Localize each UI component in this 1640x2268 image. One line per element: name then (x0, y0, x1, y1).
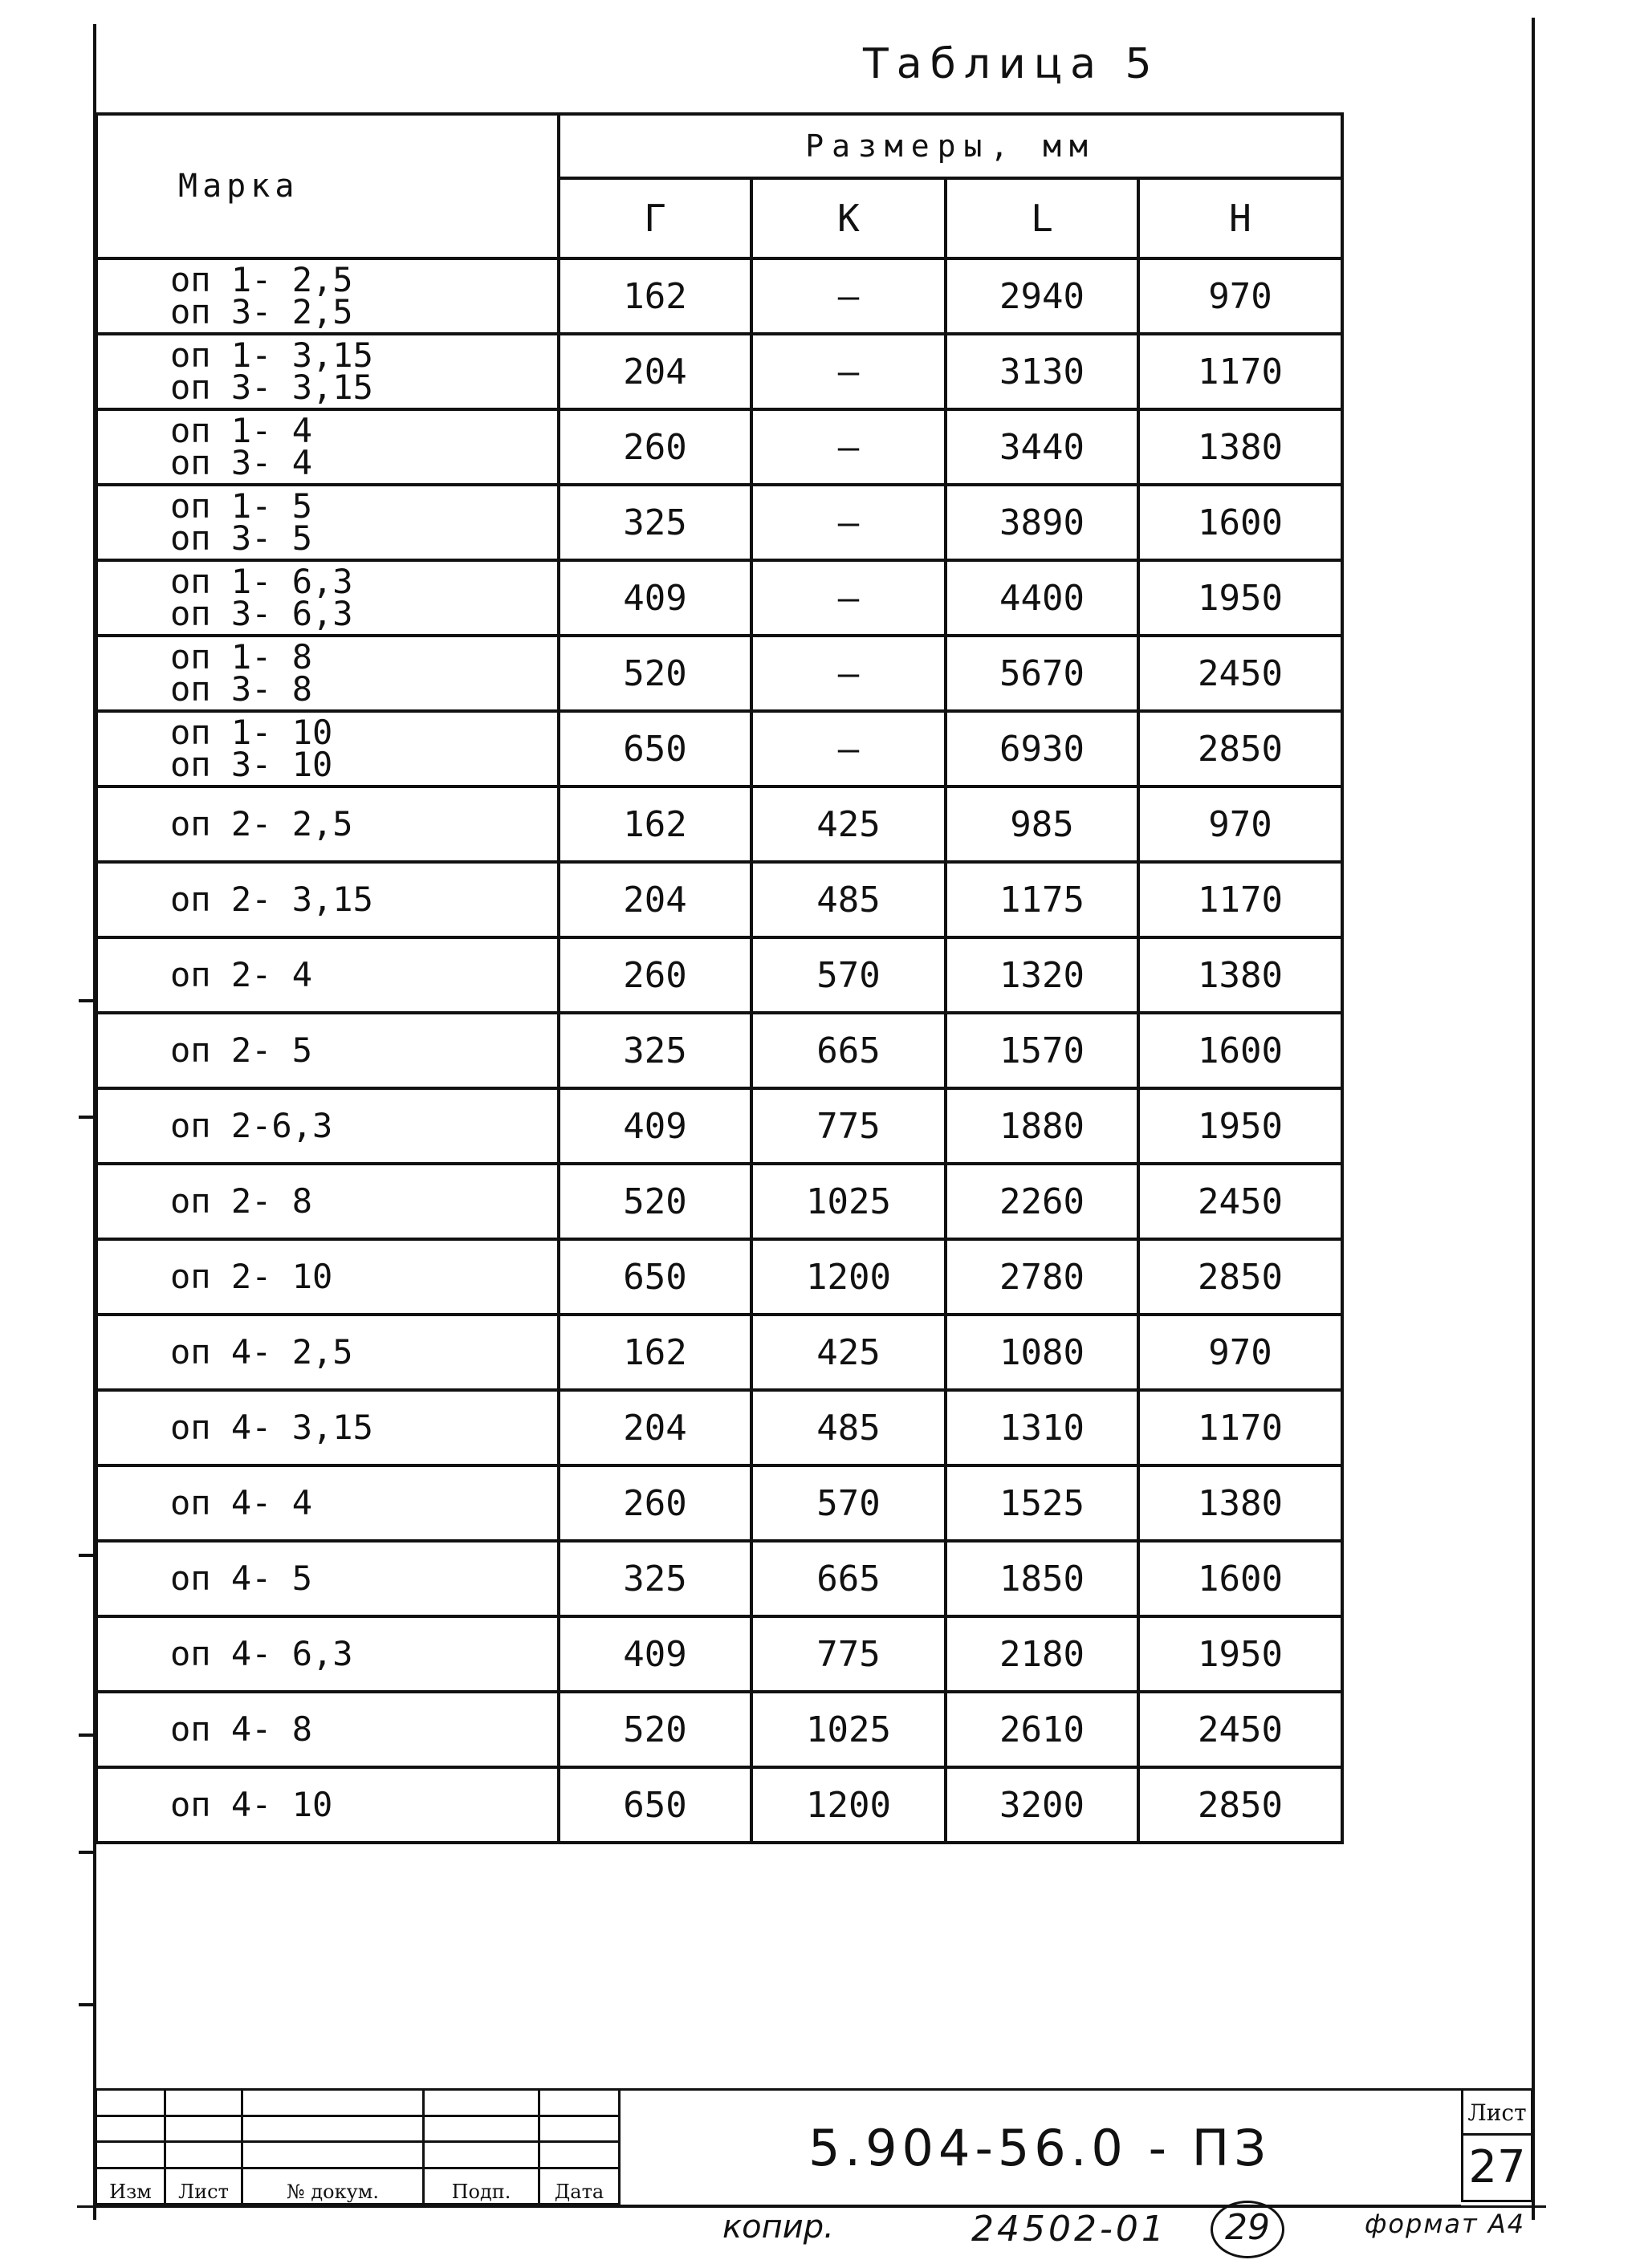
mark-cell (96, 1164, 559, 1239)
value-cell-g: 409 (559, 1088, 751, 1164)
sheet-label: Лист (1463, 2091, 1531, 2136)
mark-cell (96, 1390, 559, 1465)
value-cell-h: 1950 (1138, 1616, 1342, 1692)
value-cell-l: 1525 (946, 1465, 1138, 1541)
mark-label: оп 2- 3,15 (170, 880, 373, 919)
value-cell-l: 1175 (946, 862, 1138, 937)
mark-cell (96, 862, 559, 937)
value-cell-k: 425 (751, 1315, 946, 1390)
title-block (95, 2088, 1533, 2205)
mark-label: оп 2- 8 (170, 1181, 313, 1221)
mark-cell (96, 1088, 559, 1164)
mark-cell (96, 560, 559, 636)
table-row (96, 1390, 1342, 1465)
table-row (96, 937, 1342, 1013)
value-cell-k: — (751, 711, 946, 786)
circled-page-number: 29 (1211, 2201, 1284, 2258)
value-cell-k: 775 (751, 1616, 946, 1692)
value-cell-g: 204 (559, 862, 751, 937)
mark-cell (96, 937, 559, 1013)
table-row (96, 1013, 1342, 1088)
mark-label: оп 2- 4 (170, 955, 313, 994)
mark-label: оп 3- 6,3 (170, 594, 353, 633)
mark-label: оп 2-6,3 (170, 1106, 333, 1145)
value-cell-h: 1600 (1138, 485, 1342, 560)
value-cell-g: 325 (559, 485, 751, 560)
mark-label: оп 1- 4 (170, 411, 313, 450)
dimensions-header: Размеры, мм (559, 114, 1342, 178)
value-cell-l: 4400 (946, 560, 1138, 636)
value-cell-h: 1170 (1138, 862, 1342, 937)
revision-grid (95, 2088, 621, 2205)
value-cell-l: 1080 (946, 1315, 1138, 1390)
mark-cell (96, 786, 559, 862)
value-cell-g: 520 (559, 636, 751, 711)
value-cell-l: 2260 (946, 1164, 1138, 1239)
value-cell-h: 970 (1138, 1315, 1342, 1390)
value-cell-h: 1380 (1138, 937, 1342, 1013)
value-cell-g: 650 (559, 1239, 751, 1315)
value-cell-l: 6930 (946, 711, 1138, 786)
value-cell-g: 162 (559, 258, 751, 334)
mark-cell (96, 1541, 559, 1616)
table-row (96, 1088, 1342, 1164)
value-cell-g: 204 (559, 1390, 751, 1465)
value-cell-l: 1850 (946, 1541, 1138, 1616)
value-cell-h: 2850 (1138, 1239, 1342, 1315)
value-cell-g: 650 (559, 711, 751, 786)
table-row (96, 786, 1342, 862)
mark-label: оп 3- 4 (170, 443, 313, 482)
value-cell-k: — (751, 636, 946, 711)
value-cell-k: 1025 (751, 1692, 946, 1767)
value-cell-g: 650 (559, 1767, 751, 1843)
mark-cell (96, 409, 559, 485)
table-row (96, 560, 1342, 636)
value-cell-l: 3890 (946, 485, 1138, 560)
binding-tick (79, 1734, 95, 1737)
mark-cell (96, 485, 559, 560)
table-row (96, 1616, 1342, 1692)
value-cell-k: — (751, 409, 946, 485)
mark-cell (96, 1767, 559, 1843)
table-body (96, 258, 1342, 1843)
value-cell-g: 520 (559, 1164, 751, 1239)
table-row (96, 1767, 1342, 1843)
mark-label: оп 1- 6,3 (170, 562, 353, 601)
value-cell-k: 1200 (751, 1239, 946, 1315)
mark-cell (96, 334, 559, 409)
value-cell-h: 1170 (1138, 1390, 1342, 1465)
value-cell-k: 665 (751, 1541, 946, 1616)
value-cell-l: 1320 (946, 937, 1138, 1013)
document-code: 5.904-56.0 - ПЗ (618, 2088, 1461, 2207)
sheet-number: 27 (1468, 2141, 1526, 2193)
label-date: Дата (539, 2168, 620, 2205)
value-cell-g: 162 (559, 786, 751, 862)
value-cell-g: 260 (559, 937, 751, 1013)
label-document-number: № докум. (242, 2168, 424, 2205)
mark-label: оп 4- 8 (170, 1709, 313, 1749)
mark-cell (96, 1239, 559, 1315)
table-row (96, 636, 1342, 711)
value-cell-l: 3130 (946, 334, 1138, 409)
value-cell-l: 2940 (946, 258, 1138, 334)
value-cell-k: 1025 (751, 1164, 946, 1239)
dimensions-table (95, 112, 1344, 1844)
value-cell-k: 570 (751, 937, 946, 1013)
table-title: Таблица 5 (863, 40, 1160, 88)
value-cell-k: — (751, 258, 946, 334)
label-signature: Подп. (424, 2168, 539, 2205)
value-cell-h: 2450 (1138, 1164, 1342, 1239)
value-cell-l: 3440 (946, 409, 1138, 485)
value-cell-h: 1380 (1138, 1465, 1342, 1541)
mark-label: оп 4- 6,3 (170, 1634, 353, 1673)
mark-label: оп 4- 5 (170, 1559, 313, 1598)
value-cell-l: 2180 (946, 1616, 1138, 1692)
binding-tick (79, 2003, 95, 2006)
mark-label: оп 4- 3,15 (170, 1408, 373, 1447)
mark-cell (96, 1465, 559, 1541)
mark-label: оп 4- 2,5 (170, 1332, 353, 1372)
table-row (96, 334, 1342, 409)
column-header-k: К (751, 178, 946, 258)
label-izm: Изм (96, 2168, 165, 2205)
value-cell-h: 1380 (1138, 409, 1342, 485)
mark-cell (96, 1692, 559, 1767)
table-row (96, 409, 1342, 485)
table-row (96, 711, 1342, 786)
value-cell-h: 2850 (1138, 711, 1342, 786)
table-row (96, 1315, 1342, 1390)
frame-right-border (1532, 18, 1535, 2220)
binding-tick (79, 1851, 95, 1854)
value-cell-h: 1950 (1138, 560, 1342, 636)
value-cell-k: — (751, 334, 946, 409)
table-row (96, 1692, 1342, 1767)
value-cell-l: 2780 (946, 1239, 1138, 1315)
value-cell-h: 1950 (1138, 1088, 1342, 1164)
value-cell-h: 1170 (1138, 334, 1342, 409)
sheet-box (1461, 2088, 1533, 2202)
paper-format: формат А4 (1365, 2209, 1526, 2239)
marka-header: Марка (96, 114, 559, 258)
value-cell-h: 1600 (1138, 1541, 1342, 1616)
column-header-g: Г (559, 178, 751, 258)
mark-cell (96, 1013, 559, 1088)
value-cell-g: 162 (559, 1315, 751, 1390)
value-cell-h: 2450 (1138, 1692, 1342, 1767)
binding-tick (79, 999, 95, 1002)
mark-cell (96, 1616, 559, 1692)
bottom-border (77, 2205, 1546, 2208)
mark-cell (96, 636, 559, 711)
value-cell-k: — (751, 485, 946, 560)
value-cell-h: 970 (1138, 258, 1342, 334)
mark-label: оп 2- 5 (170, 1030, 313, 1070)
value-cell-l: 985 (946, 786, 1138, 862)
label-list: Лист (165, 2168, 242, 2205)
binding-tick (79, 1116, 95, 1119)
value-cell-g: 260 (559, 409, 751, 485)
column-header-l: L (946, 178, 1138, 258)
table-row (96, 258, 1342, 334)
value-cell-h: 2850 (1138, 1767, 1342, 1843)
mark-label: оп 1- 10 (170, 713, 333, 752)
copied-note: копир. (722, 2209, 834, 2246)
mark-cell (96, 1315, 559, 1390)
mark-label: оп 1- 8 (170, 637, 313, 677)
value-cell-k: — (751, 560, 946, 636)
mark-label: оп 1- 3,15 (170, 335, 373, 375)
value-cell-k: 485 (751, 1390, 946, 1465)
value-cell-g: 260 (559, 1465, 751, 1541)
value-cell-g: 325 (559, 1541, 751, 1616)
mark-cell (96, 711, 559, 786)
mark-label: оп 2- 2,5 (170, 804, 353, 843)
value-cell-l: 3200 (946, 1767, 1138, 1843)
value-cell-g: 409 (559, 1616, 751, 1692)
value-cell-g: 204 (559, 334, 751, 409)
value-cell-l: 1310 (946, 1390, 1138, 1465)
table-row (96, 1239, 1342, 1315)
mark-cell (96, 258, 559, 334)
inventory-number: 24502-01 (971, 2209, 1167, 2250)
value-cell-k: 775 (751, 1088, 946, 1164)
mark-label: оп 1- 5 (170, 486, 313, 526)
table-row (96, 1465, 1342, 1541)
value-cell-h: 970 (1138, 786, 1342, 862)
mark-label: оп 3- 8 (170, 669, 313, 709)
value-cell-g: 520 (559, 1692, 751, 1767)
table-row (96, 485, 1342, 560)
value-cell-h: 1600 (1138, 1013, 1342, 1088)
value-cell-k: 570 (751, 1465, 946, 1541)
column-header-h: Н (1138, 178, 1342, 258)
table-row (96, 1164, 1342, 1239)
value-cell-k: 485 (751, 862, 946, 937)
value-cell-l: 2610 (946, 1692, 1138, 1767)
mark-label: оп 3- 3,15 (170, 368, 373, 407)
mark-label: оп 4- 10 (170, 1785, 333, 1824)
mark-label: оп 3- 5 (170, 518, 313, 558)
mark-label: оп 4- 4 (170, 1483, 313, 1522)
mark-label: оп 3- 10 (170, 745, 333, 784)
value-cell-k: 425 (751, 786, 946, 862)
value-cell-l: 1570 (946, 1013, 1138, 1088)
value-cell-l: 1880 (946, 1088, 1138, 1164)
mark-label: оп 3- 2,5 (170, 292, 353, 331)
mark-label: оп 2- 10 (170, 1257, 333, 1296)
value-cell-g: 409 (559, 560, 751, 636)
value-cell-k: 1200 (751, 1767, 946, 1843)
binding-tick (79, 1554, 95, 1557)
mark-label: оп 1- 2,5 (170, 260, 353, 299)
value-cell-k: 665 (751, 1013, 946, 1088)
table-row (96, 1541, 1342, 1616)
value-cell-g: 325 (559, 1013, 751, 1088)
table-row (96, 862, 1342, 937)
value-cell-h: 2450 (1138, 636, 1342, 711)
value-cell-l: 5670 (946, 636, 1138, 711)
